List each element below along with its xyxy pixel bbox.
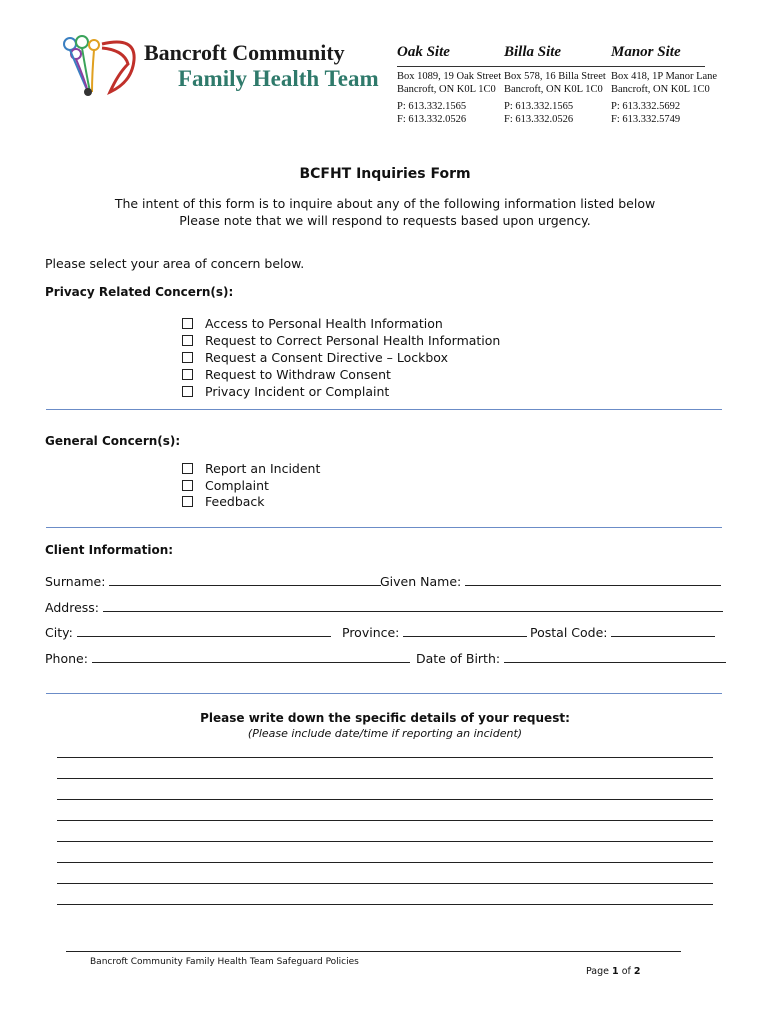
select-prompt: Please select your area of concern below. [45,256,305,271]
city-field[interactable]: City: [45,625,331,640]
site-info-oak: Box 1089, 19 Oak Street Bancroft, ON K0L 1C0 P: 613.332.1565 F: 613.332.0526 [397,71,502,125]
footer-text: Bancroft Community Family Health Team Safeguard Policies [90,957,359,967]
city-line[interactable] [77,626,331,637]
general-option-feedback[interactable]: Feedback [182,494,265,509]
details-write-line[interactable] [57,820,713,821]
postal-code-line[interactable] [611,626,715,637]
address-line[interactable] [103,601,723,612]
postal-code-field[interactable]: Postal Code: [530,625,715,640]
general-option-complaint[interactable]: Complaint [182,478,269,493]
dob-field[interactable]: Date of Birth: [416,651,726,666]
checkbox[interactable] [182,463,193,474]
general-option-report[interactable]: Report an Incident [182,461,320,476]
address-field[interactable]: Address: [45,600,723,615]
phone-field[interactable]: Phone: [45,651,410,666]
org-name-line1: Bancroft Community [144,40,345,65]
form-title: BCFHT Inquiries Form [299,166,471,182]
privacy-option-lockbox[interactable]: Request a Consent Directive – Lockbox [182,350,448,365]
checkbox[interactable] [182,352,193,363]
privacy-option-withdraw[interactable]: Request to Withdraw Consent [182,367,391,382]
privacy-heading: Privacy Related Concern(s): [45,285,234,299]
section-divider [46,409,722,410]
site-info-billa: Box 578, 16 Billa Street Bancroft, ON K0L 1C0 P: 613.332.1565 F: 613.332.0526 [504,71,606,125]
client-heading: Client Information: [45,543,174,557]
details-write-line[interactable] [57,883,713,884]
details-write-line[interactable] [57,904,713,905]
checkbox[interactable] [182,335,193,346]
checkbox[interactable] [182,496,193,507]
province-line[interactable] [403,626,527,637]
dob-line[interactable] [504,652,726,663]
details-write-line[interactable] [57,778,713,779]
site-name-manor: Manor Site [611,44,681,60]
phone-line[interactable] [92,652,410,663]
org-name-line2: Family Health Team [178,66,379,91]
privacy-option-access[interactable]: Access to Personal Health Information [182,316,443,331]
page-number: Page 1 of 2 [586,966,641,977]
details-write-line[interactable] [57,799,713,800]
intro-line-1: The intent of this form is to inquire about any of the following information listed below [114,196,656,211]
checkbox[interactable] [182,369,193,380]
site-name-oak: Oak Site [397,44,450,60]
details-write-line[interactable] [57,757,713,758]
surname-line[interactable] [109,575,381,586]
general-heading: General Concern(s): [45,434,181,448]
section-divider [46,527,722,528]
footer-rule [66,951,681,952]
checkbox[interactable] [182,386,193,397]
logo [58,34,142,100]
header-rule [397,66,705,67]
section-divider [46,693,722,694]
privacy-option-incident[interactable]: Privacy Incident or Complaint [182,384,389,399]
intro-line-2: Please note that we will respond to requests based upon urgency. [179,213,591,228]
province-field[interactable]: Province: [342,625,527,640]
privacy-option-correct[interactable]: Request to Correct Personal Health Information [182,333,500,348]
given-name-field[interactable]: Given Name: [380,574,721,589]
site-info-manor: Box 418, 1P Manor Lane Bancroft, ON K0L 1C0 P: 613.332.5692 F: 613.332.5749 [611,71,718,125]
details-heading: Please write down the specific details of your request: [200,711,570,725]
details-write-line[interactable] [57,862,713,863]
given-name-line[interactable] [465,575,721,586]
checkbox[interactable] [182,480,193,491]
details-write-line[interactable] [57,841,713,842]
surname-field[interactable]: Surname: [45,574,381,589]
checkbox[interactable] [182,318,193,329]
site-name-billa: Billa Site [504,44,562,60]
details-note: (Please include date/time if reporting an incident) [247,727,523,740]
